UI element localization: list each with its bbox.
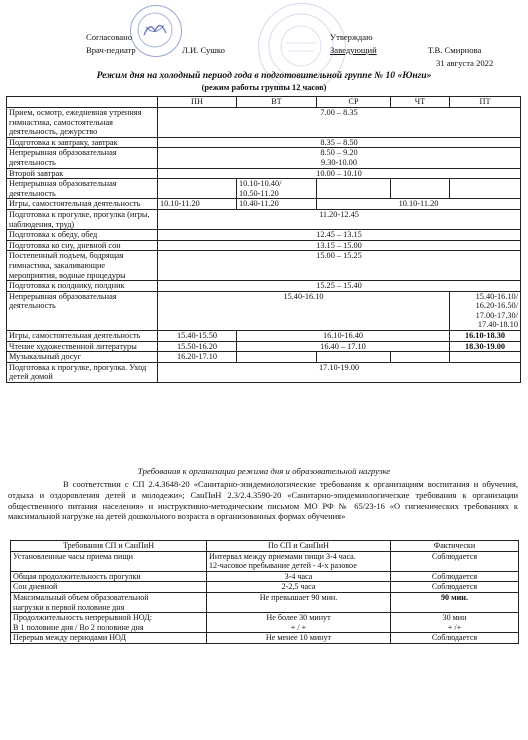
approval-date: 31 августа 2022 <box>436 58 494 68</box>
table-row <box>11 633 519 644</box>
row-label: Игры, самостоятельная деятельность <box>7 331 158 342</box>
agreed-label: Согласовано <box>86 32 132 42</box>
time-cell-fri: 18.30-19.00 <box>450 341 521 352</box>
time-cell: 13.15 – 15.00 <box>158 240 521 251</box>
table-row <box>11 571 519 582</box>
requirement-line: Продолжительность непрерывной НОД: <box>13 613 153 623</box>
time-cell: 8.35 – 8.50 <box>158 137 521 148</box>
norm-line: 12-часовое пребывание детей - 4-х разовое <box>209 561 357 571</box>
requirement-line: В 1 половине дня / Во 2 половине дня <box>13 622 144 632</box>
table-row <box>7 331 521 342</box>
time-cell <box>158 148 521 168</box>
row-label: Непрерывная образовательная деятельность <box>7 148 158 168</box>
time-cell-wed-fri: 10.10-11.20 <box>317 199 521 210</box>
table-row <box>7 137 521 148</box>
fact-cell: Соблюдается <box>391 571 519 582</box>
table-row <box>7 179 521 199</box>
row-label: Постепенный подъем, бодрящая гимнастика, закаливающие мероприятия, водные процедуры <box>7 251 158 281</box>
table-row <box>11 582 519 593</box>
row-label: Чтение художественной литературы <box>7 341 158 352</box>
time-cell-fri <box>450 179 521 199</box>
row-label: Подготовка к полднику, полдник <box>7 281 158 292</box>
time-cell-thu <box>391 179 450 199</box>
norm-cell <box>207 613 391 633</box>
time-cell: 12.45 – 13.15 <box>158 230 521 241</box>
time-cell-wed <box>317 179 391 199</box>
requirements-table <box>10 540 519 644</box>
time-cell-fri: 16.10-18.30 <box>450 331 521 342</box>
table-row <box>7 148 521 168</box>
time-cell-mon: 16.20-17.10 <box>158 352 237 363</box>
table-row <box>7 199 521 210</box>
table-row <box>11 613 519 633</box>
fact-line: 30 мин <box>442 613 467 623</box>
fact-cell: Соблюдается <box>391 582 519 593</box>
section-title: Требования к организации режима дня и образовательной нагрузке <box>137 466 391 476</box>
requirement-cell: Общая продолжительность прогулки <box>11 571 207 582</box>
row-label: Подготовка к обеду, обед <box>7 230 158 241</box>
row-label: Непрерывная образовательная деятельность <box>7 179 158 199</box>
requirement-line: нагрузки в первой половине дня <box>13 602 125 612</box>
time-cell: 15.00 – 15.25 <box>158 251 521 281</box>
table-row <box>7 281 521 292</box>
row-label: Подготовка к прогулке, прогулка (игры, наблюдения, труд) <box>7 209 158 229</box>
agreed-role: Врач-педиатр <box>86 45 136 55</box>
time-cell: 11.20-12.45 <box>158 209 521 229</box>
requirement-cell: Перерыв между периодами НОД <box>11 633 207 644</box>
header-day-fri: ПТ <box>450 97 521 108</box>
approved-name: Т.В. Смирнова <box>428 45 482 55</box>
fact-cell: Соблюдается <box>391 551 519 571</box>
page-subtitle: (режим работы группы 12 часов) <box>201 83 327 92</box>
round-seal-left <box>130 5 182 57</box>
table-row <box>11 551 519 571</box>
norm-line: + / + <box>290 622 307 632</box>
fact-cell <box>391 613 519 633</box>
time-line: 17.40-18.10 <box>477 320 518 330</box>
approved-label: Утверждаю <box>330 32 373 42</box>
table-header-row <box>7 97 521 108</box>
time-cell-tue <box>237 179 317 199</box>
requirement-line: Максимальный объем образовательной <box>13 592 149 602</box>
time-cell-fri <box>450 352 521 363</box>
time-cell-mon <box>158 179 237 199</box>
norm-cell: 2-2,5 часа <box>207 582 391 593</box>
header-day-wed: СР <box>317 97 391 108</box>
table-row <box>7 240 521 251</box>
time-cell-tue-thu: 16.10-16.40 <box>237 331 450 342</box>
row-label: Непрерывная образовательная деятельность <box>7 291 158 330</box>
time-cell-wed <box>317 352 391 363</box>
row-label: Прием, осмотр, ежедневная утренняя гимнастика, самостоятельная деятельность, дежурство <box>7 108 158 138</box>
agreed-name: Л.И. Сушко <box>182 45 225 55</box>
norm-cell: Не менее 10 минут <box>207 633 391 644</box>
time-cell-thu <box>391 352 450 363</box>
time-line: 15.40-16.10/ <box>475 291 518 301</box>
time-cell: 10.00 – 10.10 <box>158 168 521 179</box>
requirement-cell: Сон дневной <box>11 582 207 593</box>
fact-line: + /+ <box>447 622 462 632</box>
norm-line: Интервал между приемами пищи 3-4 часа. <box>209 551 356 561</box>
table-header-row <box>11 541 519 552</box>
header-norm: По СП и СанПиН <box>207 541 391 552</box>
time-line: 17.00-17.30/ <box>475 310 518 320</box>
time-cell: 7.00 – 8.35 <box>158 108 521 138</box>
table-row <box>7 352 521 363</box>
time-cell-tue: 10.40-11.20 <box>237 199 317 210</box>
fact-cell: Соблюдается <box>391 633 519 644</box>
header-fact: Фактически <box>391 541 519 552</box>
row-label: Игры, самостоятельная деятельность <box>7 199 158 210</box>
time-cell-tue-thu: 16.40 – 17.10 <box>237 341 450 352</box>
table-row <box>7 291 521 330</box>
time-line: 8.50 – 9.20 <box>320 148 358 158</box>
time-line: 9.30-10.00 <box>321 157 357 167</box>
header-day-thu: ЧТ <box>391 97 450 108</box>
row-label: Подготовка к прогулке, прогулка. Уход детей домой <box>7 362 158 382</box>
table-row <box>7 362 521 382</box>
time-line: 10.50-11.20 <box>239 188 279 198</box>
body-paragraph: В соответствии с СП 2.4.3648-20 «Санитарно-эпидемиологические требования к организациям воспитания и обучения, отдыха и оздоровления детей и молодежи»; СанПиН 2.3/2.4.3590-20 «Санитарно-эпидемиологические требования к организации общественного питания населения» и инструктивно-методическим письмом МО РФ № 65/23-16 «О гигиенических требованиях к максимальной нагрузке на детей дошкольного возраста в организованных формах обучения» <box>8 479 518 522</box>
requirement-cell: Установленные часы приема пищи <box>11 551 207 571</box>
time-cell-fri <box>450 291 521 330</box>
requirement-cell <box>11 613 207 633</box>
seal-left-graphic <box>130 5 180 55</box>
row-label: Подготовка к завтраку, завтрак <box>7 137 158 148</box>
table-row <box>7 108 521 138</box>
header-requirement: Требования СП и СанПиН <box>11 541 207 552</box>
schedule-table <box>6 96 521 383</box>
time-cell-mon: 15.50-16.20 <box>158 341 237 352</box>
time-cell-mon-thu: 15.40-16.10 <box>158 291 450 330</box>
time-cell-mon: 10.10-11.20 <box>158 199 237 210</box>
requirement-cell <box>11 592 207 612</box>
header-day-mon: ПН <box>158 97 237 108</box>
norm-line: Не более 30 минут <box>266 613 331 623</box>
header-blank <box>7 97 158 108</box>
time-cell: 15.25 – 15.40 <box>158 281 521 292</box>
row-label: Подготовка ко сну, дневной сон <box>7 240 158 251</box>
row-label: Музыкальный досуг <box>7 352 158 363</box>
fact-cell: 90 мин. <box>391 592 519 612</box>
table-row <box>7 230 521 241</box>
time-cell-mon: 15.40-15.50 <box>158 331 237 342</box>
time-cell: 17.10-19.00 <box>158 362 521 382</box>
approved-role: Заведующий <box>330 45 377 55</box>
table-row <box>7 209 521 229</box>
row-label: Второй завтрак <box>7 168 158 179</box>
time-line: 16.20-16.50/ <box>475 301 518 311</box>
norm-cell <box>207 551 391 571</box>
norm-cell: Не превышает 90 мин. <box>207 592 391 612</box>
table-row <box>7 168 521 179</box>
time-cell-tue <box>237 352 317 363</box>
time-line: 10.10-10.40/ <box>239 179 282 189</box>
page-title: Режим дня на холодный период года в подготовительной группе № 10 «Юнги» <box>96 70 432 81</box>
table-row <box>7 341 521 352</box>
table-row <box>11 592 519 612</box>
header-day-tue: ВТ <box>237 97 317 108</box>
norm-cell: 3-4 часа <box>207 571 391 582</box>
table-row <box>7 251 521 281</box>
